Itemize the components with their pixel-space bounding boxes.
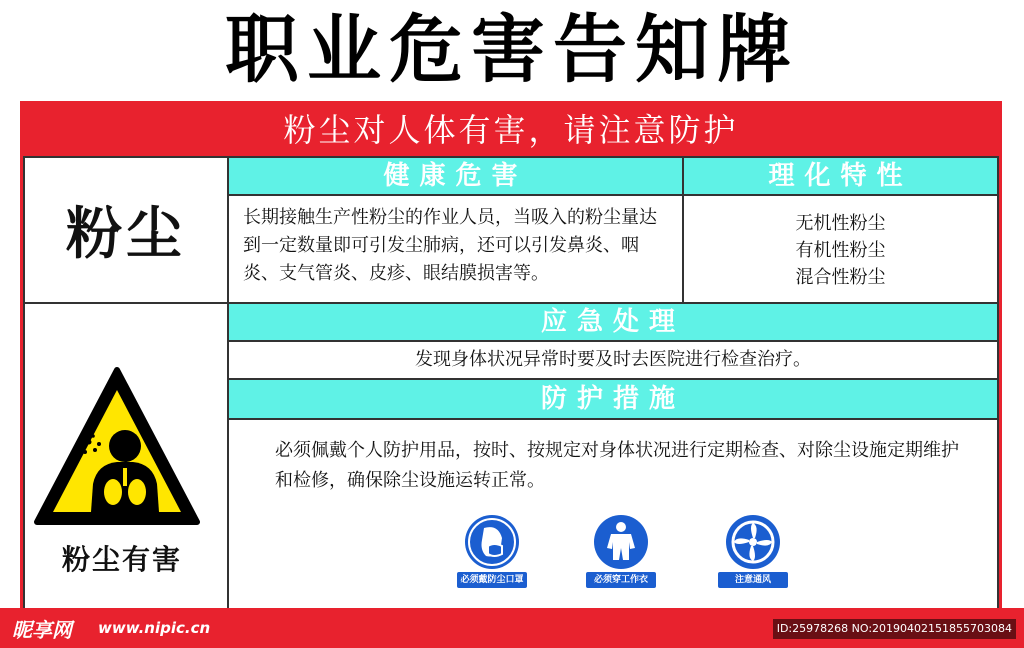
ppe-sign-ventilation [718,514,788,588]
dust-mask-icon [464,514,520,570]
ppe-sign-clothes [586,514,656,588]
emergency-heading: 应急处理 [227,302,999,342]
dust-hazard-warning-icon [31,364,203,532]
work-clothes-icon [593,514,649,570]
property-item: 有机性粉尘 [795,240,886,261]
warning-banner: 粉尘对人体有害，请注意防护 [23,104,999,156]
property-item: 混合性粉尘 [795,267,886,288]
protection-text: 必须佩戴个人防护用品，按时、按规定对身体状况进行定期检查、对除尘设施定期维护和检修，确保除尘设施运转正常。 [275,440,959,491]
health-hazard-heading: 健康危害 [227,156,684,196]
watermark-logo: 昵享网 [12,618,72,642]
health-hazard-text: 长期接触生产性粉尘的作业人员，当吸入的粉尘量达到一定数量即可引发尘肺病，还可以引发鼻炎、咽炎、支气管炎、皮疹、眼结膜损害等。 [227,194,684,304]
protection-section [227,418,999,612]
ventilation-fan-icon [725,514,781,570]
hazard-name-cell [23,156,229,304]
emergency-text: 发现身体状况异常时要及时去医院进行检查治疗。 [227,340,999,380]
page-title: 职业危害告知牌 [225,7,799,93]
notice-board [20,101,1002,621]
watermark-url: www.nipic.cn [98,619,211,637]
protection-heading: 防护措施 [227,378,999,420]
ppe-sign-mask [457,514,527,588]
watermark-id: ID:25978268 NO:20190402151855703084 [773,619,1016,639]
ppe-label: 必须戴防尘口罩 [457,572,527,588]
property-item: 无机性粉尘 [795,213,886,234]
properties-heading: 理化特性 [682,156,999,196]
ppe-label: 必须穿工作衣 [586,572,656,588]
properties-list [682,194,999,304]
hazard-sign-cell [23,302,229,612]
ppe-label: 注意通风 [718,572,788,588]
hazard-sign-label: 粉尘有害 [61,543,182,576]
hazard-name: 粉尘 [66,202,186,267]
